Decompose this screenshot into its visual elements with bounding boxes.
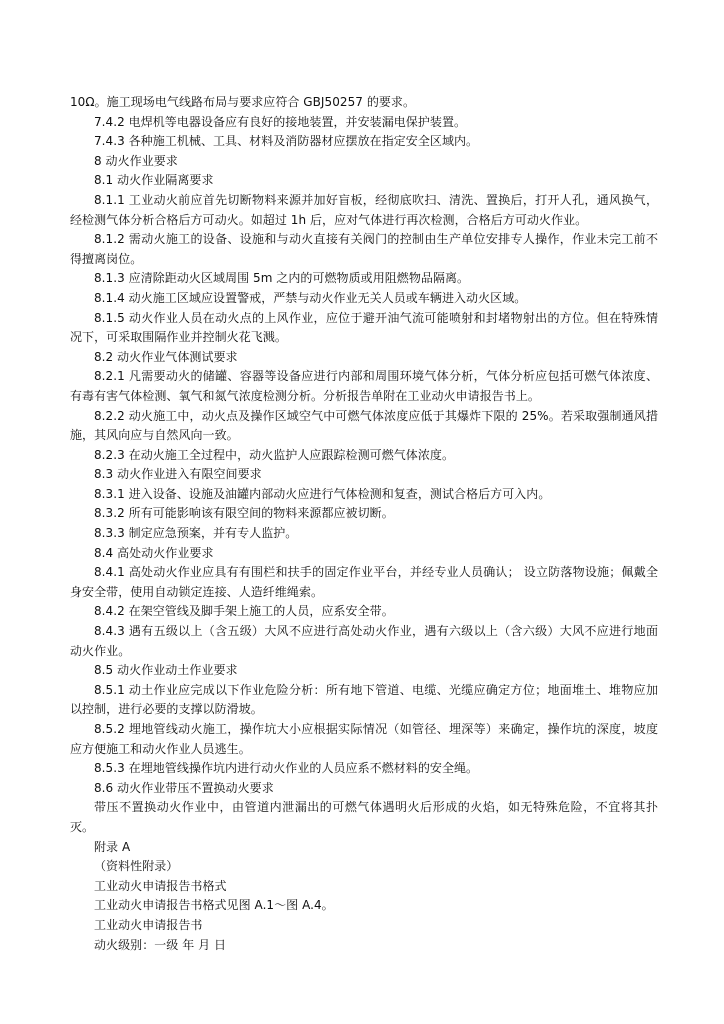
fire-level-line: 动火级别：一级 年 月 日 [94,937,227,952]
form-format-reference: 工业动火申请报告书格式见图 A.1～图 A.4。 [94,898,334,913]
appendix-type: （资料性附录） [94,859,179,874]
paragraph-8-2-1: 8.2.1 凡需要动火的储罐、容器等设备应进行内部和周围环境气体分析，气体分析应包括可燃气体浓度、有毒有害气体检测、氧气和氮气浓度检测分析。分析报告单附在工业动火申请报告书上。 [70,369,658,403]
paragraph-8-3-2: 8.3.2 所有可能影响该有限空间的物料来源都应被切断。 [94,506,394,521]
paragraph-2: 7.4.3 各种施工机械、工具、材料及消防器材应摆放在指定安全区域内。 [94,134,479,149]
paragraph-1: 7.4.2 电焊机等电器设备应有良好的接地装置，并安装漏电保护装置。 [94,114,467,129]
paragraph-0: 10Ω。施工现场电气线路布局与要求应符合 GBJ50257 的要求。 [70,95,416,109]
section-heading-8: 8 动火作业要求 [94,153,178,168]
section-heading-8-2: 8.2 动火作业气体测试要求 [94,349,238,364]
paragraph-8-4-3: 8.4.3 遇有五级以上（含五级）大风不应进行高处动火作业，遇有六级以上（含六级）大风不应进行地面动火作业。 [70,624,658,658]
paragraph-8-5-1: 8.5.1 动土作业应完成以下作业危险分析：所有地下管道、电缆、光缆应确定方位；地面堆土、堆物应加以控制，进行必要的支撑以防滑坡。 [70,682,658,717]
paragraph-8-4-2: 8.4.2 在架空管线及脚手架上施工的人员，应系安全带。 [94,604,394,619]
paragraph-8-1-2: 8.1.2 需动火施工的设备、设施和与动火直接有关阀门的控制由生产单位安排专人操作，作业未完工前不得擅离岗位。 [70,232,658,266]
paragraph-8-1-4: 8.1.4 动火施工区域应设置警戒，严禁与动火作业无关人员或车辆进入动火区域。 [94,290,527,305]
paragraph-8-3-1: 8.3.1 进入设备、设施及油罐内部动火应进行气体检测和复查，测试合格后方可入内。 [94,486,551,501]
paragraph-8-3-3: 8.3.3 制定应急预案，并有专人监护。 [94,526,298,541]
paragraph-8-1-3: 8.1.3 应清除距动火区域周围 5m 之内的可燃物质或用阻燃物品隔离。 [94,271,470,286]
form-title: 工业动火申请报告书 [94,917,203,932]
section-heading-8-6: 8.6 动火作业带压不置换动火要求 [94,780,274,795]
form-format-heading: 工业动火申请报告书格式 [94,878,227,893]
section-heading-8-4: 8.4 高处动火作业要求 [94,545,214,560]
paragraph-8-6-body: 带压不置换动火作业中，由管道内泄漏出的可燃气体遇明火后形成的火焰，如无特殊危险，不宜将其扑灭。 [70,800,658,834]
paragraph-8-5-2: 8.5.2 埋地管线动火施工，操作坑大小应根据实际情况（如管径、埋深等）来确定，操作坑的深度，坡度应方便施工和动火作业人员逃生。 [70,722,658,756]
paragraph-8-4-1: 8.4.1 高处动火作业应具有有围栏和扶手的固定作业平台，并经专业人员确认； 设立防落物设施；佩戴全身安全带，使用自动锁定连接、人造纤维绳索。 [70,565,658,599]
section-heading-8-5: 8.5 动火作业动土作业要求 [94,663,238,678]
paragraph-8-1-5: 8.1.5 动火作业人员在动火点的上风作业，应位于避开油气流可能喷射和封堵物射出的方位。但在特殊情况下，可采取围隔作业并控制火花飞溅。 [70,310,658,345]
appendix-title: 附录 A [94,839,131,854]
paragraph-8-2-2: 8.2.2 动火施工中，动火点及操作区域空气中可燃气体浓度应低于其爆炸下限的 25%。若采取强制通风措施，其风向应与自然风向一致。 [70,408,658,443]
paragraph-8-5-3: 8.5.3 在埋地管线操作坑内进行动火作业的人员应系不燃材料的安全绳。 [94,761,479,776]
section-heading-8-3: 8.3 动火作业进入有限空间要求 [94,467,262,482]
paragraph-8-1-1: 8.1.1 工业动火前应首先切断物料来源并加好盲板，经彻底吹扫、清洗、置换后，打开人孔，通风换气，经检测气体分析合格后方可动火。如超过 1h 后，应对气体进行再次检测，合格后方可动火作业。 [70,192,658,227]
paragraph-8-2-3: 8.2.3 在动火施工全过程中，动火监护人应跟踪检测可燃气体浓度。 [94,447,454,462]
section-heading-8-1: 8.1 动火作业隔离要求 [94,173,214,188]
